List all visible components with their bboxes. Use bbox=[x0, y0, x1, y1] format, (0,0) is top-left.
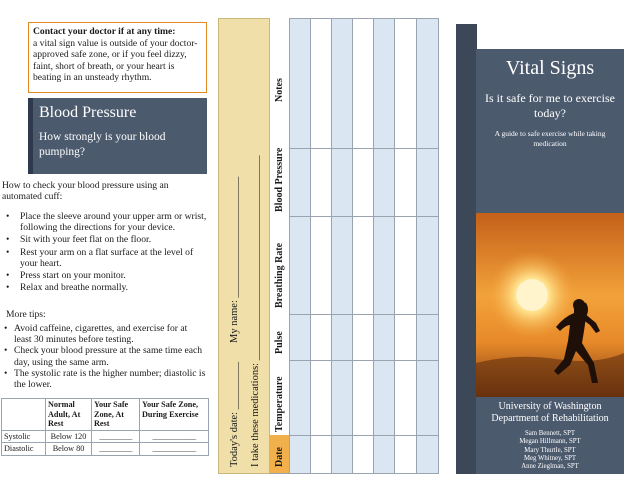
temperature-header: Temperature bbox=[274, 376, 285, 432]
howto-step: • Sit with your feet flat on the floor. bbox=[2, 234, 207, 245]
howto-step: • Relax and breathe normally. bbox=[2, 282, 207, 293]
row-divider bbox=[270, 148, 439, 149]
rest-blank[interactable]: _________ bbox=[92, 430, 140, 443]
exercise-blank[interactable]: ____________ bbox=[140, 443, 209, 456]
row-divider bbox=[270, 473, 439, 474]
table-header-cell: Your Safe Zone, During Exercise bbox=[140, 399, 209, 431]
header-accent-bar bbox=[28, 98, 33, 174]
blood-pressure-column-header: Blood Pressure bbox=[274, 147, 285, 212]
table-header-cell bbox=[2, 399, 46, 431]
breathing-rate-header: Breathing Rate bbox=[274, 242, 285, 308]
table-header-row bbox=[2, 399, 209, 431]
table-header-cell: Your Safe Zone, At Rest bbox=[92, 399, 140, 431]
blood-pressure-title: Blood Pressure bbox=[39, 104, 137, 121]
runner-silhouette-image bbox=[476, 213, 624, 397]
row-divider bbox=[270, 435, 439, 436]
cover-side-strip bbox=[456, 24, 476, 474]
runner-sunset-photo bbox=[476, 213, 624, 397]
author-name: Anne Zieglman, SPT bbox=[521, 463, 579, 471]
row-divider bbox=[270, 314, 439, 315]
todays-date-line[interactable]: Today's date: _________ bbox=[229, 362, 240, 467]
date-header: Date bbox=[274, 447, 285, 467]
howto-step: • Press start on your monitor. bbox=[2, 270, 207, 281]
log-entry-column[interactable] bbox=[290, 18, 311, 474]
contact-lead: Contact your doctor if at any time: bbox=[33, 26, 176, 37]
howto-step: • Place the sleeve around your upper arm or wrist, following the directions for your device. bbox=[2, 211, 207, 233]
notes-header: Notes bbox=[274, 78, 285, 102]
cover-panel bbox=[456, 24, 624, 474]
contact-body: a vital sign value is outside of your doctor-approved safe zone, or if you feel dizzy, faint, short of breath, or your heart is beating in an unsteady rhythm. bbox=[33, 37, 198, 84]
log-entry-column[interactable] bbox=[417, 18, 439, 474]
row-divider bbox=[270, 360, 439, 361]
row-divider bbox=[270, 216, 439, 217]
rest-blank[interactable]: _________ bbox=[92, 443, 140, 456]
notes-header-cell bbox=[270, 18, 290, 148]
log-entry-column[interactable] bbox=[311, 18, 332, 474]
howto-step: • Rest your arm on a flat surface at the level of your heart. bbox=[2, 247, 207, 269]
normal-value: Below 120 bbox=[46, 430, 92, 443]
blood-pressure-header-cell bbox=[270, 148, 290, 216]
cover-title: Vital Signs bbox=[505, 57, 595, 79]
blood-pressure-subtitle: How strongly is your blood pumping? bbox=[39, 131, 166, 158]
pulse-header: Pulse bbox=[274, 331, 285, 354]
blood-pressure-header bbox=[28, 98, 207, 174]
vitals-log bbox=[218, 18, 439, 474]
log-entry-column[interactable] bbox=[332, 18, 353, 474]
university-name: University of Washington bbox=[498, 401, 602, 412]
author-list bbox=[476, 430, 624, 471]
log-entry-column[interactable] bbox=[395, 18, 417, 474]
more-tips-heading: More tips: bbox=[6, 309, 46, 320]
author-name: Sam Bennett, SPT bbox=[524, 430, 576, 437]
university-block bbox=[476, 401, 624, 425]
blood-pressure-table bbox=[1, 398, 209, 456]
normal-value: Below 80 bbox=[46, 443, 92, 456]
temperature-header-cell bbox=[270, 360, 290, 435]
medications-line[interactable]: I take these medications: _______________________________________ bbox=[250, 155, 261, 467]
row-divider bbox=[270, 18, 439, 19]
author-name: Mary Thurtle, SPT bbox=[524, 446, 576, 454]
name-strip bbox=[218, 18, 270, 474]
row-label: Diastolic bbox=[2, 443, 46, 456]
howto-intro: How to check your blood pressure using an automated cuff: bbox=[2, 180, 169, 203]
tips-list bbox=[2, 323, 207, 390]
my-name-line[interactable]: My name: _______________________ bbox=[229, 176, 240, 343]
cover-footer bbox=[476, 397, 624, 474]
author-name: Meg Whitney, SPT bbox=[523, 454, 577, 462]
pulse-header-cell bbox=[270, 314, 290, 360]
table-row bbox=[2, 430, 209, 443]
tip-item: • Check your blood pressure at the same time each day, using the same arm. bbox=[2, 345, 207, 367]
table-row bbox=[2, 443, 209, 456]
department-name: Department of Rehabilitation bbox=[491, 413, 609, 424]
howto-steps bbox=[2, 211, 207, 294]
left-panel bbox=[0, 0, 212, 493]
contact-doctor-box bbox=[28, 22, 207, 93]
table-header-cell: Normal Adult, At Rest bbox=[46, 399, 92, 431]
exercise-blank[interactable]: ____________ bbox=[140, 430, 209, 443]
log-entry-column[interactable] bbox=[374, 18, 395, 474]
date-header-cell bbox=[270, 435, 290, 473]
cover-guide-text: A guide to safe exercise while taking medication bbox=[494, 129, 606, 148]
cover-title-block bbox=[476, 49, 624, 213]
row-label: Systolic bbox=[2, 430, 46, 443]
breathing-rate-header-cell bbox=[270, 216, 290, 314]
tip-item: • Avoid caffeine, cigarettes, and exercise for at least 30 minutes before testing. bbox=[2, 323, 207, 345]
author-name: Megan Hillmann, SPT bbox=[519, 438, 581, 446]
cover-subtitle: Is it safe for me to exercise today? bbox=[485, 91, 615, 120]
cover-top-band bbox=[476, 24, 624, 49]
tip-item: • The systolic rate is the higher number; diastolic is the lower. bbox=[2, 368, 207, 390]
log-grid bbox=[270, 18, 439, 474]
log-entry-column[interactable] bbox=[353, 18, 374, 474]
